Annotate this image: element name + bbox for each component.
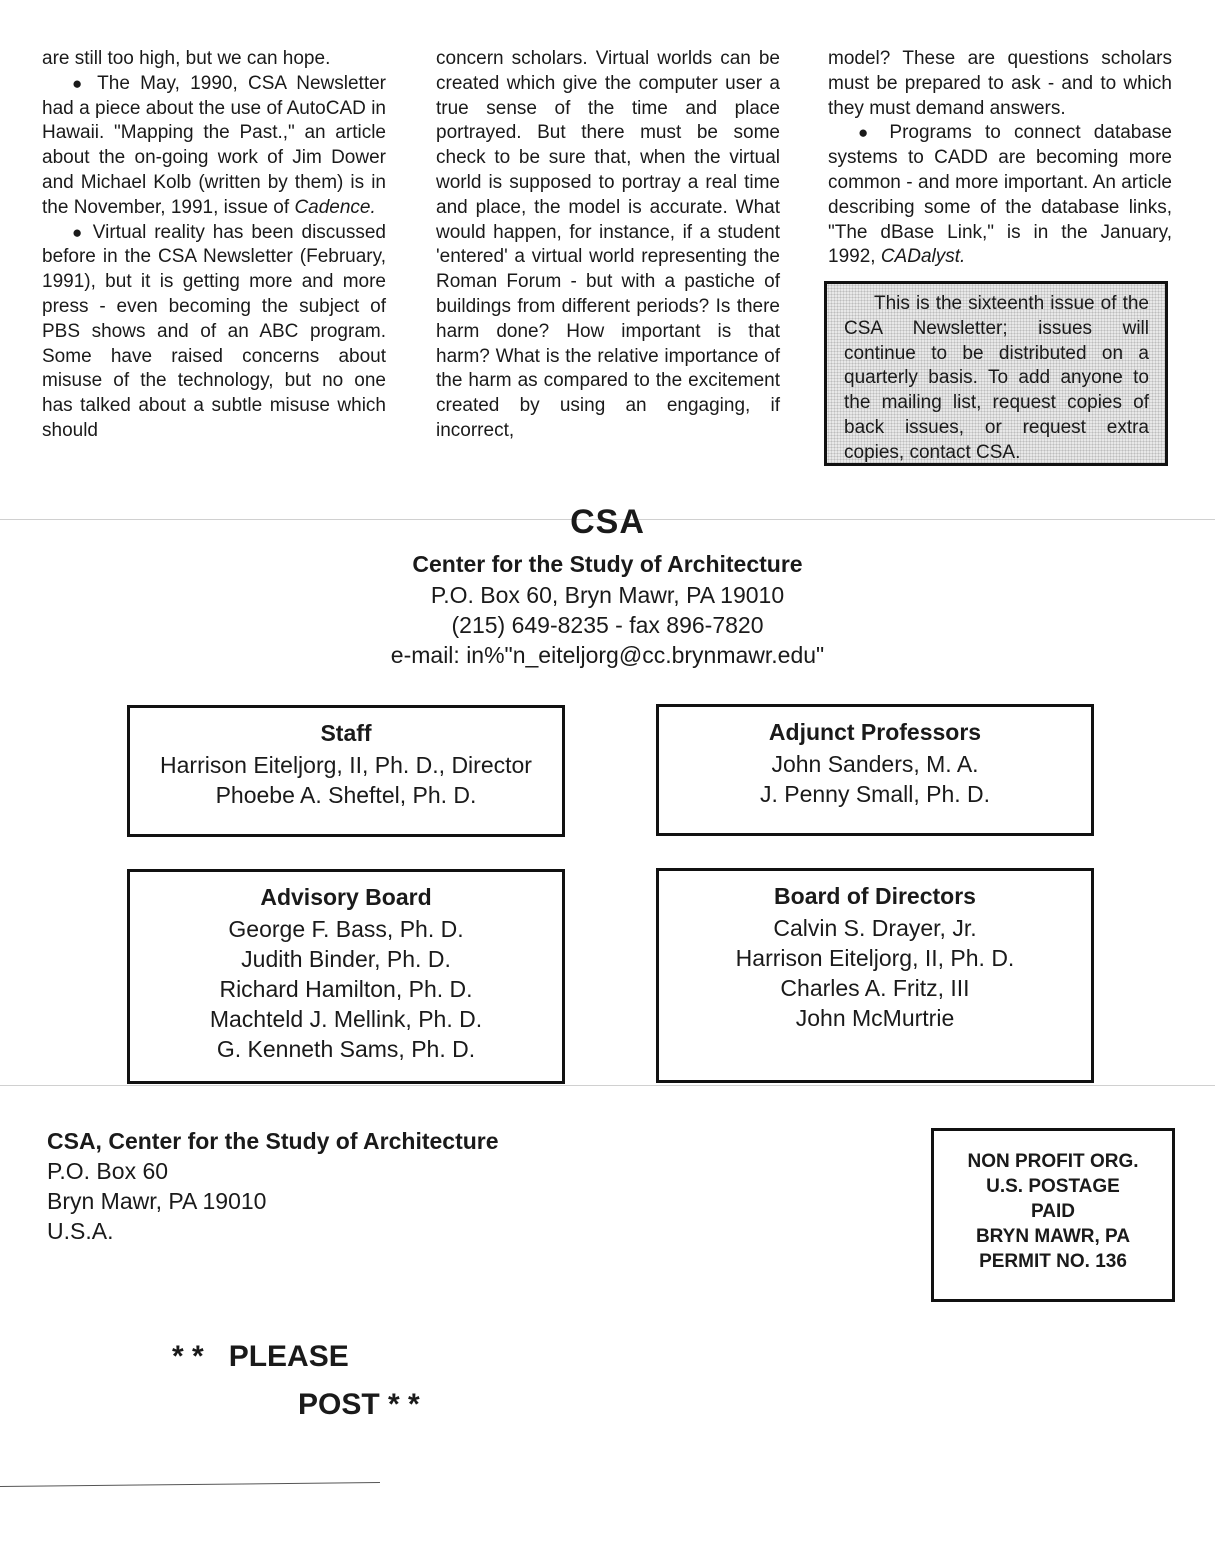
bullet-icon: ●	[72, 73, 88, 93]
director-name: Harrison Eiteljorg, II, Ph. D.	[735, 945, 1015, 971]
publication-title: Cadence.	[294, 196, 376, 218]
return-address-line: P.O. Box 60	[47, 1158, 169, 1184]
postage-line: PERMIT NO. 136	[979, 1251, 1127, 1272]
board-of-directors-box	[656, 868, 1094, 1083]
return-address-line: Bryn Mawr, PA 19010	[47, 1188, 267, 1214]
issue-notice-box	[824, 281, 1168, 466]
staff-heading: Staff	[320, 720, 372, 746]
fold-line	[0, 1482, 380, 1487]
director-name: Calvin S. Drayer, Jr.	[773, 915, 977, 941]
adjunct-name: J. Penny Small, Ph. D.	[759, 781, 991, 807]
paragraph-text: Virtual reality has been discussed before in the CSA Newsletter (February, 1991), but it is getting more and more press - even becoming the subject of PBS shows and of an ABC program. Some have raised concerns about misuse of the technology, but no one has talked about a subtle misuse which should	[42, 221, 386, 441]
advisory-name: Machteld J. Mellink, Ph. D.	[209, 1006, 483, 1032]
postage-line: U.S. POSTAGE	[986, 1176, 1120, 1197]
postage-indicia	[931, 1128, 1175, 1302]
advisory-name: G. Kenneth Sams, Ph. D.	[216, 1036, 476, 1062]
advisory-name: Richard Hamilton, Ph. D.	[219, 976, 473, 1002]
article-column-1	[42, 47, 386, 444]
masthead-phone: (215) 649-8235 - fax 896-7820	[451, 612, 764, 638]
staff-name: Phoebe A. Sheftel, Ph. D.	[215, 782, 477, 808]
paragraph: concern scholars. Virtual worlds can be created which give the computer user a true sense of the time and place portrayed. But there must be some check to be sure that, when the virtual world is supposed to portray a real time and place, the model is accurate. What would happen, for instance, if a student 'entered' a virtual world representing the Roman Forum - but with a pastiche of buildings from different periods? Is there harm done? How important is that harm? What is the relative importance of the harm as compared to the excitement created by using an engaging, if incorrect,	[436, 48, 780, 441]
notice-text: This is the sixteenth issue of the CSA Newsletter; issues will continue to be distributed on a quarterly basis. To add anyone to the mailing list, request copies of back issues, or request extra copies, contact CSA.	[844, 293, 1149, 463]
paragraph-text: The May, 1990, CSA Newsletter had a piece about the use of AutoCAD in Hawaii. "Mapping the Past.," an article about the on-going work of Jim Dower and Michael Kolb (written by them) is in the November, 1991, issue of	[42, 72, 386, 218]
director-name: John McMurtrie	[795, 1005, 955, 1031]
masthead-email: e-mail: in%"n_eiteljorg@cc.brynmawr.edu"	[390, 642, 825, 668]
adjunct-professors-box	[656, 704, 1094, 836]
please-post-line-2: POST * *	[298, 1388, 420, 1421]
publication-title: CADalyst.	[880, 246, 966, 268]
masthead-subtitle: Center for the Study of Architecture	[412, 551, 803, 577]
postage-line: BRYN MAWR, PA	[975, 1226, 1131, 1247]
advisory-heading: Advisory Board	[260, 884, 432, 910]
paragraph	[828, 121, 1172, 270]
advisory-name: Judith Binder, Ph. D.	[241, 946, 451, 972]
postage-line: NON PROFIT ORG.	[967, 1151, 1139, 1172]
paragraph	[42, 221, 386, 444]
return-address-name: CSA, Center for the Study of Architecture	[47, 1128, 499, 1154]
directors-heading: Board of Directors	[774, 883, 976, 909]
return-address-line: U.S.A.	[47, 1218, 114, 1244]
bullet-icon: ●	[858, 123, 877, 143]
adjunct-name: John Sanders, M. A.	[771, 751, 979, 777]
paragraph: are still too high, but we can hope.	[42, 48, 331, 69]
fold-line	[0, 1085, 1215, 1086]
staff-box	[127, 705, 565, 837]
advisory-board-box	[127, 869, 565, 1084]
article-column-3	[828, 47, 1172, 270]
advisory-name: George F. Bass, Ph. D.	[228, 916, 464, 942]
staff-name: Harrison Eiteljorg, II, Ph. D., Director	[160, 752, 532, 778]
paragraph-text: Programs to connect database systems to CADD are becoming more common - and more important. An article describing some of the database links, "The dBase Link," is in the January, 1992,	[828, 122, 1172, 268]
masthead-title: CSA	[570, 503, 645, 541]
adjunct-heading: Adjunct Professors	[768, 719, 982, 745]
paragraph: model? These are questions scholars must be prepared to ask - and to which they must demand answers.	[828, 48, 1172, 119]
postage-line: PAID	[1031, 1201, 1075, 1222]
director-name: Charles A. Fritz, III	[780, 975, 970, 1001]
return-address	[47, 1126, 499, 1246]
bullet-icon: ●	[72, 222, 85, 242]
article-column-2	[436, 47, 780, 444]
masthead-address: P.O. Box 60, Bryn Mawr, PA 19010	[430, 582, 785, 608]
paragraph	[42, 72, 386, 221]
please-post-line-1: * * PLEASE	[172, 1340, 349, 1373]
